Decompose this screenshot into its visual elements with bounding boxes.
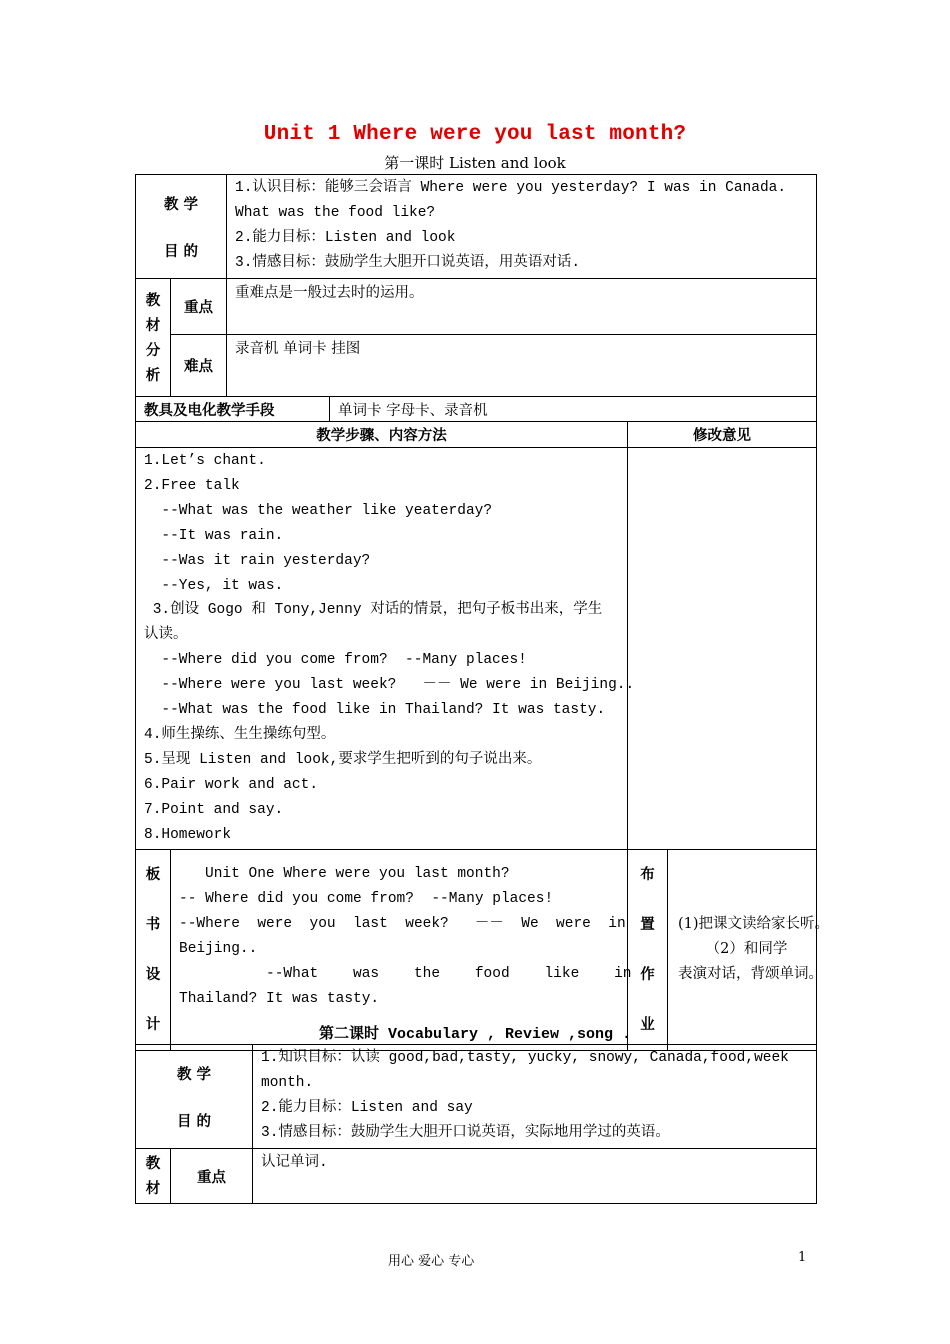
analysis-label: 教 材 分 析 <box>136 279 171 397</box>
step-line: 认读。 <box>144 627 188 644</box>
step-line: --Where did you come from? --Many places! <box>144 652 527 669</box>
page-number: 1 <box>798 1250 807 1265</box>
board-row <box>136 849 817 1050</box>
step-line: 7.Point and say. <box>144 801 284 818</box>
step-line: --Yes, it was. <box>144 577 284 594</box>
board-line: --What was the food like in <box>179 965 632 982</box>
page-title: Unit 1 Where were you last month? <box>263 123 687 146</box>
key-point-row <box>136 279 817 335</box>
board-line: --Where were you last week? －－ We were in <box>179 915 626 932</box>
steps-row <box>136 448 817 850</box>
step-line: --Was it rain yesterday? <box>144 552 371 569</box>
step-line: 5.呈现 Listen and look,要求学生把听到的句子说出来。 <box>144 751 542 768</box>
steps-content <box>136 448 635 850</box>
goals-content: 1.认识目标：能够三会语言 Where were you yesterday? I was in Canada. What was the food like? 2.能力目标：Listen and look 3.情感目标：鼓励学生大胆开口说英语，用英语对话. <box>227 175 817 279</box>
step-line: 8.Homework <box>144 826 232 843</box>
board-line: Thailand? It was tasty. <box>179 990 380 1007</box>
step-line: 2.Free talk <box>144 477 240 494</box>
lesson1-subtitle: 第一课时 Listen and look <box>384 154 566 172</box>
tools-label: 教具及电化教学手段 <box>136 397 330 422</box>
revise-content <box>628 448 817 850</box>
step-line: 1.Let’s chant. <box>144 453 266 469</box>
step-line: --What was the food like in Thailand? It was tasty. <box>144 702 606 719</box>
goals-row <box>136 175 817 279</box>
steps-header: 教学步骤、内容方法 <box>136 422 628 448</box>
board-content <box>171 849 632 1050</box>
tools-text: 单词卡 字母卡、录音机 <box>330 397 817 422</box>
difficult-point-text: 录音机 单词卡 挂图 <box>227 335 817 397</box>
homework-content: (1)把课文读给家长听。 （2）和同学 表演对话，背颂单词。 <box>668 849 817 1050</box>
board-title: Unit One Where were you last month? <box>205 865 510 882</box>
lesson2-subtitle: 第二课时 Vocabulary , Review ,song . <box>318 1026 632 1043</box>
footer-motto: 用心 爱心 专心 <box>388 1254 475 1269</box>
key-point-text: 重难点是一般过去时的运用。 <box>227 279 817 335</box>
board-label: 板 书 设 计 <box>136 849 171 1050</box>
difficult-point-row <box>136 335 817 397</box>
board-line: Beijing.. <box>179 940 258 957</box>
step-line: 6.Pair work and act. <box>144 776 319 793</box>
revise-header: 修改意见 <box>628 422 817 448</box>
key-point-label: 重点 <box>171 279 227 335</box>
step-line: 4.师生操练、生生操练句型。 <box>144 726 336 743</box>
step-line: 3.创设 Gogo 和 Tony,Jenny 对话的情景，把句子板书出来，学生 <box>144 602 603 619</box>
step-line: --Where were you last week? －－ We were in Beijing.. <box>144 677 635 694</box>
lesson2-goals-label: 教 学 目 的 <box>136 1045 253 1149</box>
board-line: -- Where did you come from? --Many places! <box>179 890 554 907</box>
step-line: --It was rain. <box>144 527 284 544</box>
lesson1-plan-table <box>135 174 830 1051</box>
lesson2-key-row <box>136 1149 817 1204</box>
homework-label: 布 置 作 业 <box>628 849 668 1050</box>
goals-label: 教 学 目 的 <box>136 175 227 279</box>
lesson2-goals-row <box>136 1045 817 1149</box>
step-line: --What was the weather like yeaterday? <box>144 502 493 519</box>
steps-header-row <box>136 422 817 448</box>
difficult-point-label: 难点 <box>171 335 227 397</box>
lesson2-goals-content: 1.知识目标：认读 good,bad,tasty, yucky, snowy, Canada,food,week month. 2.能力目标：Listen and say 3.情感目标：鼓励学生大胆开口说英语，实际地用学过的英语。 <box>253 1045 817 1149</box>
lesson2-key-text: 认记单词. <box>253 1149 817 1204</box>
lesson2-plan-table <box>135 1044 817 1204</box>
tools-row <box>136 397 817 422</box>
lesson2-key-label: 重点 <box>171 1149 253 1204</box>
lesson2-analysis-label: 教 材 <box>136 1149 171 1204</box>
